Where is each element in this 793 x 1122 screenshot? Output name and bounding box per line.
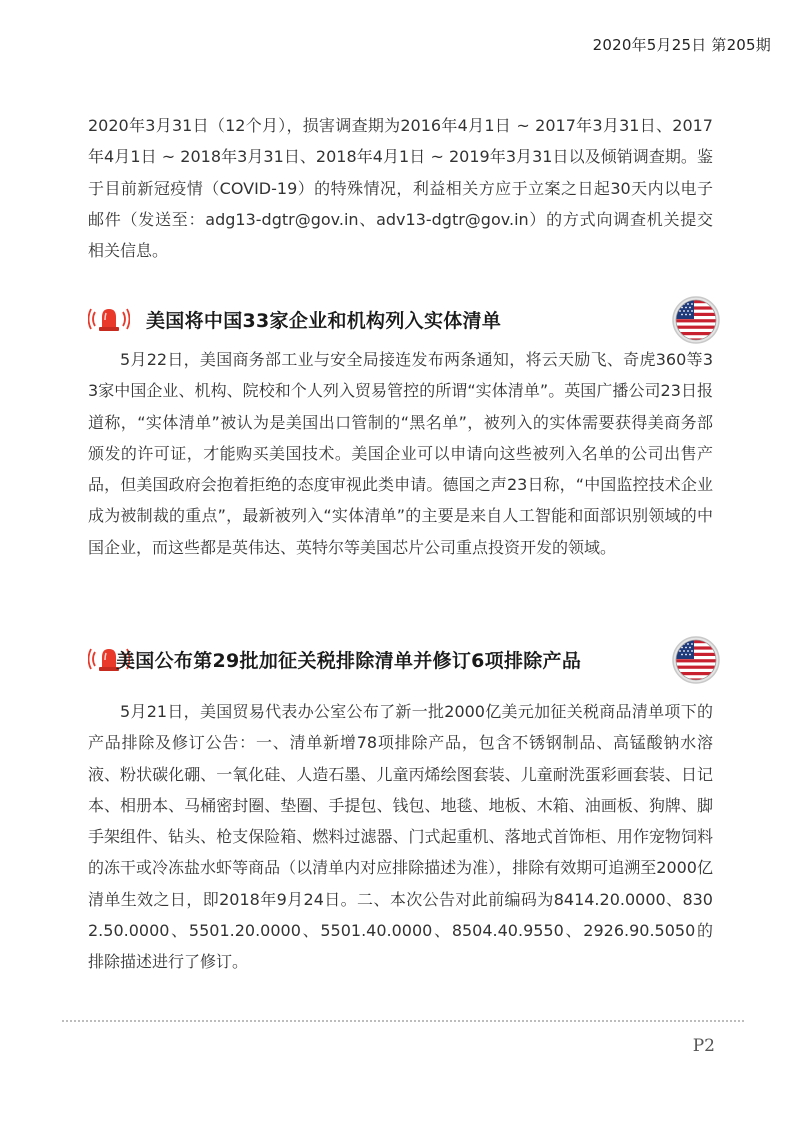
section-header-entity-list — [88, 296, 720, 344]
page-number: P2 — [692, 1036, 715, 1056]
intro-paragraph: 2020年3月31日（12个月），损害调查期为2016年4月1日 ~ 2017年3月31日、2017年4月1日 ~ 2018年3月31日、2018年4月1日 ~ 2019年3月31日以及倾销调查期。鉴于目前新冠疫情（COVID-19）的特殊情况，利益相关方应于立案之日起30天内以电子邮件（发送至：adg13-dgtr@gov.in、adv13-dgtr@gov.in）的方式向调查机关提交相关信息。 — [88, 116, 713, 261]
us-flag-icon — [672, 636, 720, 684]
issue-date: 2020年5月25日 第205期 — [592, 36, 771, 54]
alarm-bell-icon — [88, 304, 130, 334]
section-title: 美国公布第29批加征关税排除清单并修订6项排除产品 — [116, 650, 582, 672]
section-title: 美国将中国33家企业和机构列入实体清单 — [146, 310, 502, 332]
us-flag-icon — [672, 296, 720, 344]
section-header-tariff-exclusion — [88, 636, 720, 684]
section-body-tariff-exclusion: 5月21日，美国贸易代表办公室公布了新一批2000亿美元加征关税商品清单项下的产品排除及修订公告：一、清单新增78项排除产品，包含不锈钢制品、高锰酸钠水溶液、粉状碳化硼、一氧化硅、人造石墨、儿童丙烯绘图套装、儿童耐洗蛋彩画套装、日记本、相册本、马桶密封圈、垫圈、手提包、钱包、地毯、地板、木箱、油画板、狗牌、脚手架组件、钻头、枪支保险箱、燃料过滤器、门式起重机、落地式首饰柜、用作宠物饲料的冻干或冷冻盐水虾等商品（以清单内对应排除描述为准），排除有效期可追溯至2000亿清单生效之日，即2018年9月24日。二、本次公告对此前编码为8414.20.0000、8302.50.0000、5501.20.0000、5501.40.0000、8504.40.9550、2926.90.5050的排除描述进行了修订。 — [88, 702, 713, 972]
section-body-entity-list: 5月22日，美国商务部工业与安全局接连发布两条通知，将云天励飞、奇虎360等33家中国企业、机构、院校和个人列入贸易管控的所谓“实体清单”。英国广播公司23日报道称，“实体清单”被认为是美国出口管制的“黑名单”，被列入的实体需要获得美商务部颁发的许可证，才能购买美国技术。美国企业可以申请向这些被列入名单的公司出售产品，但美国政府会抱着拒绝的态度审视此类申请。德国之声23日称，“中国监控技术企业成为被制裁的重点”，最新被列入“实体清单”的主要是来自人工智能和面部识别领域的中国企业，而这些都是英伟达、英特尔等美国芯片公司重点投资开发的领域。 — [88, 350, 713, 557]
footer-divider — [62, 1020, 744, 1022]
